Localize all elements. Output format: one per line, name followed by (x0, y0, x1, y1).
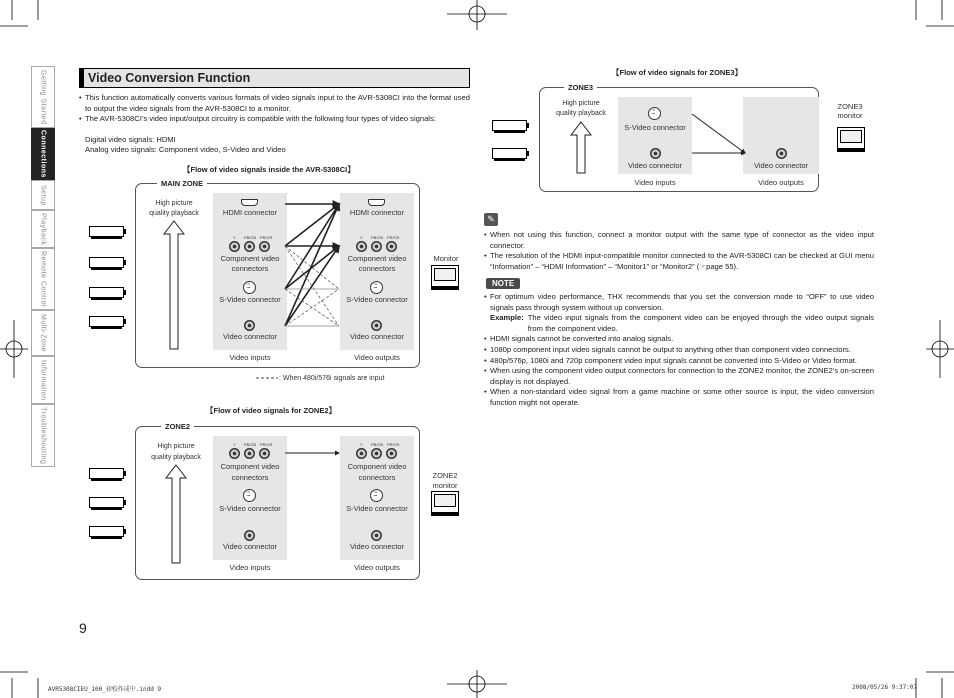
video-jack-icon (371, 530, 382, 541)
main-out-component-label-2: connectors (358, 264, 396, 273)
zone2-quality-arrow (165, 464, 187, 564)
zone2-high-picture: High picture (157, 443, 195, 450)
component-pin-label: Y (360, 235, 363, 240)
side-tab-label: Connections (39, 130, 47, 178)
component-jack-icon (356, 241, 367, 252)
memo-icon: ✎ (484, 213, 498, 226)
zone2-routing-lines (283, 445, 343, 545)
video-jack-icon (650, 148, 661, 159)
source-device-icon (492, 120, 527, 131)
side-tab-multi-zone[interactable] (31, 310, 55, 356)
intro-digital: Digital video signals: HDMI (85, 135, 176, 144)
monitor-icon (431, 491, 459, 513)
main-monitor-label: Monitor (433, 254, 459, 263)
source-device-icon (89, 526, 124, 537)
component-pin-label: Y (233, 442, 236, 447)
page-number: 9 (79, 620, 87, 636)
note-badge: NOTE (486, 278, 520, 289)
main-zone-label: MAIN ZONE (157, 179, 207, 188)
note-example (484, 313, 874, 334)
component-jack-icon (259, 448, 270, 459)
intro-bullets (79, 93, 470, 125)
side-tab-playback[interactable] (31, 210, 55, 248)
zone3-video-inputs-label: Video inputs (634, 178, 676, 187)
main-video-outputs-label: Video outputs (354, 353, 400, 362)
svideo-icon (370, 281, 383, 294)
side-tab-information[interactable] (31, 356, 55, 404)
source-device-icon (89, 257, 124, 268)
side-tab-label: Getting Started (39, 69, 47, 125)
component-jack-icon (386, 448, 397, 459)
zone2-out-component-label: Component video (347, 462, 407, 471)
component-jack-icon (371, 448, 382, 459)
main-quality-arrow (163, 220, 185, 350)
video-jack-icon (244, 320, 255, 331)
source-device-icon (89, 316, 124, 327)
zone2-label: ZONE2 (161, 422, 194, 431)
side-tab-remote-control[interactable] (31, 248, 55, 310)
zone3-quality-playback: quality playback (556, 110, 606, 117)
main-quality-playback: quality playback (149, 210, 199, 217)
svideo-icon (648, 107, 661, 120)
zone3-monitor-label: ZONE3 (837, 102, 863, 111)
zone3-label: ZONE3 (564, 83, 597, 92)
zone2-video-inputs-label: Video inputs (229, 563, 271, 572)
zone2-out-svideo-label: S-Video connector (346, 504, 408, 513)
memo-bullet-1: • When not using this function, connect a monitor output with the same type of connector as the video input connector. (484, 230, 874, 251)
monitor-icon (431, 265, 459, 287)
zone2-quality-playback: quality playback (151, 454, 201, 461)
component-pin-label: PR/CR (387, 442, 400, 447)
component-jack-icon (356, 448, 367, 459)
note-bullets (484, 292, 874, 409)
zone3-in-video-label: Video connector (627, 161, 683, 170)
component-pin-label: PB/CB (244, 235, 257, 240)
main-in-component-label: Component video (220, 254, 280, 263)
side-tab-getting-started[interactable] (31, 66, 55, 128)
zone3-quality-arrow (570, 121, 592, 174)
intro-analog: Analog video signals: Component video, S-Video and Video (85, 145, 286, 154)
section-title: Video Conversion Function (79, 68, 470, 88)
main-video-inputs-label: Video inputs (229, 353, 271, 362)
component-jack-icon (244, 448, 255, 459)
note-bullet-2: • HDMI signals cannot be converted into analog signals. (484, 334, 874, 345)
side-tab-setup[interactable] (31, 180, 55, 210)
note-bullet-4: • 480p/576p, 1080i and 720p component video input signals cannot be converted into S-Video or Video format. (484, 356, 874, 367)
side-tab-label: Multi-Zone (39, 313, 47, 353)
zone3-video-outputs-label: Video outputs (758, 178, 804, 187)
note-example-text: The video input signals from the component video can be enjoyed through the video output signals from the component video. (527, 313, 874, 333)
component-jack-icon (386, 241, 397, 252)
source-device-icon (89, 497, 124, 508)
main-out-hdmi-label: HDMI connector (349, 208, 405, 217)
side-tab-label: Remote Control (39, 250, 47, 308)
zone2-in-svideo-label: S-Video connector (219, 504, 281, 513)
note-bullet-1 (484, 292, 874, 313)
hdmi-icon (241, 199, 258, 206)
memo-bullets (484, 230, 874, 272)
zone2-out-component-label-2: connectors (358, 473, 396, 482)
main-out-svideo-label: S-Video connector (346, 295, 408, 304)
zone2-flow-caption: 【Flow of video signals for ZONE2】 (206, 406, 337, 415)
source-device-icon (89, 226, 124, 237)
main-flow-caption: 【Flow of video signals inside the AVR-5308CI】 (183, 165, 355, 174)
component-jack-icon (229, 448, 240, 459)
zone2-in-video-label: Video connector (222, 542, 278, 551)
component-jack-icon (244, 241, 255, 252)
side-tab-label: Playback (39, 212, 47, 246)
video-jack-icon (244, 530, 255, 541)
main-high-picture: High picture (155, 200, 193, 207)
video-jack-icon (371, 320, 382, 331)
note-example-label: Example: (490, 313, 524, 323)
source-device-icon (89, 468, 124, 479)
note-bullet-5: • When using the component video output connectors for connection to the ZONE2 monitor, the ZONE2’s on-screen display is not displayed. (484, 366, 874, 387)
zone3-flow-caption: 【Flow of video signals for ZONE3】 (612, 68, 743, 77)
component-pin-label: PR/CR (260, 235, 273, 240)
main-in-component-label-2: connectors (231, 264, 269, 273)
component-pin-label: PR/CR (260, 442, 273, 447)
component-pin-label: PB/CB (371, 442, 384, 447)
side-tab-label: Troubleshooting (39, 406, 47, 465)
zone2-monitor-label-2: monitor (432, 481, 458, 490)
zone3-out-video-label: Video connector (753, 161, 809, 170)
note-bullet-1-text: For optimum video performance, THX recommends that you set the conversion mode to “OFF” to use video signals pass through system without up conversion. (490, 292, 874, 312)
svideo-icon (243, 281, 256, 294)
zone2-out-video-label: Video connector (349, 542, 405, 551)
main-in-hdmi-label: HDMI connector (222, 208, 278, 217)
main-out-component-label: Component video (347, 254, 407, 263)
main-routing-lines (283, 200, 343, 340)
note-bullet-3: • 1080p component input video signals cannot be output to anything other than component video connectors. (484, 345, 874, 356)
component-jack-icon (371, 241, 382, 252)
zone3-monitor-label-2: monitor (837, 111, 863, 120)
component-pin-label: PB/CB (371, 235, 384, 240)
zone3-in-svideo-label: S-Video connector (624, 123, 686, 132)
note-bullet-6: • When a non-standard video signal from a game machine or some other source is input, the video conversion function might not operate. (484, 387, 874, 408)
source-device-icon (492, 148, 527, 159)
component-pin-label: Y (233, 235, 236, 240)
component-pin-label: PB/CB (244, 442, 257, 447)
side-tab-label: Setup (39, 184, 47, 206)
hdmi-icon (368, 199, 385, 206)
main-out-video-label: Video connector (349, 332, 405, 341)
side-tabs (31, 66, 55, 467)
zone2-in-component-label: Component video (220, 462, 280, 471)
zone2-monitor-label: ZONE2 (432, 471, 458, 480)
svideo-icon (370, 489, 383, 502)
side-tab-troubleshooting[interactable] (31, 404, 55, 467)
intro-bullet-1: • This function automatically converts various formats of video signals input to the AVR-5308CI into the format used to output the video signals from the AVR-5308CI to a monitor. (79, 93, 470, 114)
footer-left: AVR5308CIEU_100_初校作成中.indd 9 (48, 686, 162, 693)
source-device-icon (89, 287, 124, 298)
memo-bullet-2: • The resolution of the HDMI input-compatible monitor connected to the AVR-5308CI can be checked at GUI menu “Information” – “HDMI Information” – “Monitor1” or “Monitor2” (☞page 55). (484, 251, 874, 272)
component-jack-icon (259, 241, 270, 252)
svideo-icon (243, 489, 256, 502)
intro-bullet-2: • The AVR-5308CI’s video input/output circuitry is compatible with the following four types of video signals: (79, 114, 470, 125)
monitor-icon (837, 127, 865, 149)
main-in-video-label: Video connector (222, 332, 278, 341)
video-jack-icon (776, 148, 787, 159)
zone3-high-picture: High picture (562, 100, 600, 107)
dashed-legend-line (256, 376, 278, 380)
component-pin-label: PR/CR (387, 235, 400, 240)
zone2-in-component-label-2: connectors (231, 473, 269, 482)
side-tab-connections[interactable] (31, 128, 55, 180)
footer-right: 2008/05/26 9:37:07 (852, 684, 918, 691)
side-tab-label: Information (39, 359, 47, 401)
component-pin-label: Y (360, 442, 363, 447)
zone2-video-outputs-label: Video outputs (354, 563, 400, 572)
main-in-svideo-label: S-Video connector (219, 295, 281, 304)
main-legend-text: : When 480i/576i signals are input (279, 375, 385, 382)
zone3-routing-lines (688, 110, 748, 160)
component-jack-icon (229, 241, 240, 252)
